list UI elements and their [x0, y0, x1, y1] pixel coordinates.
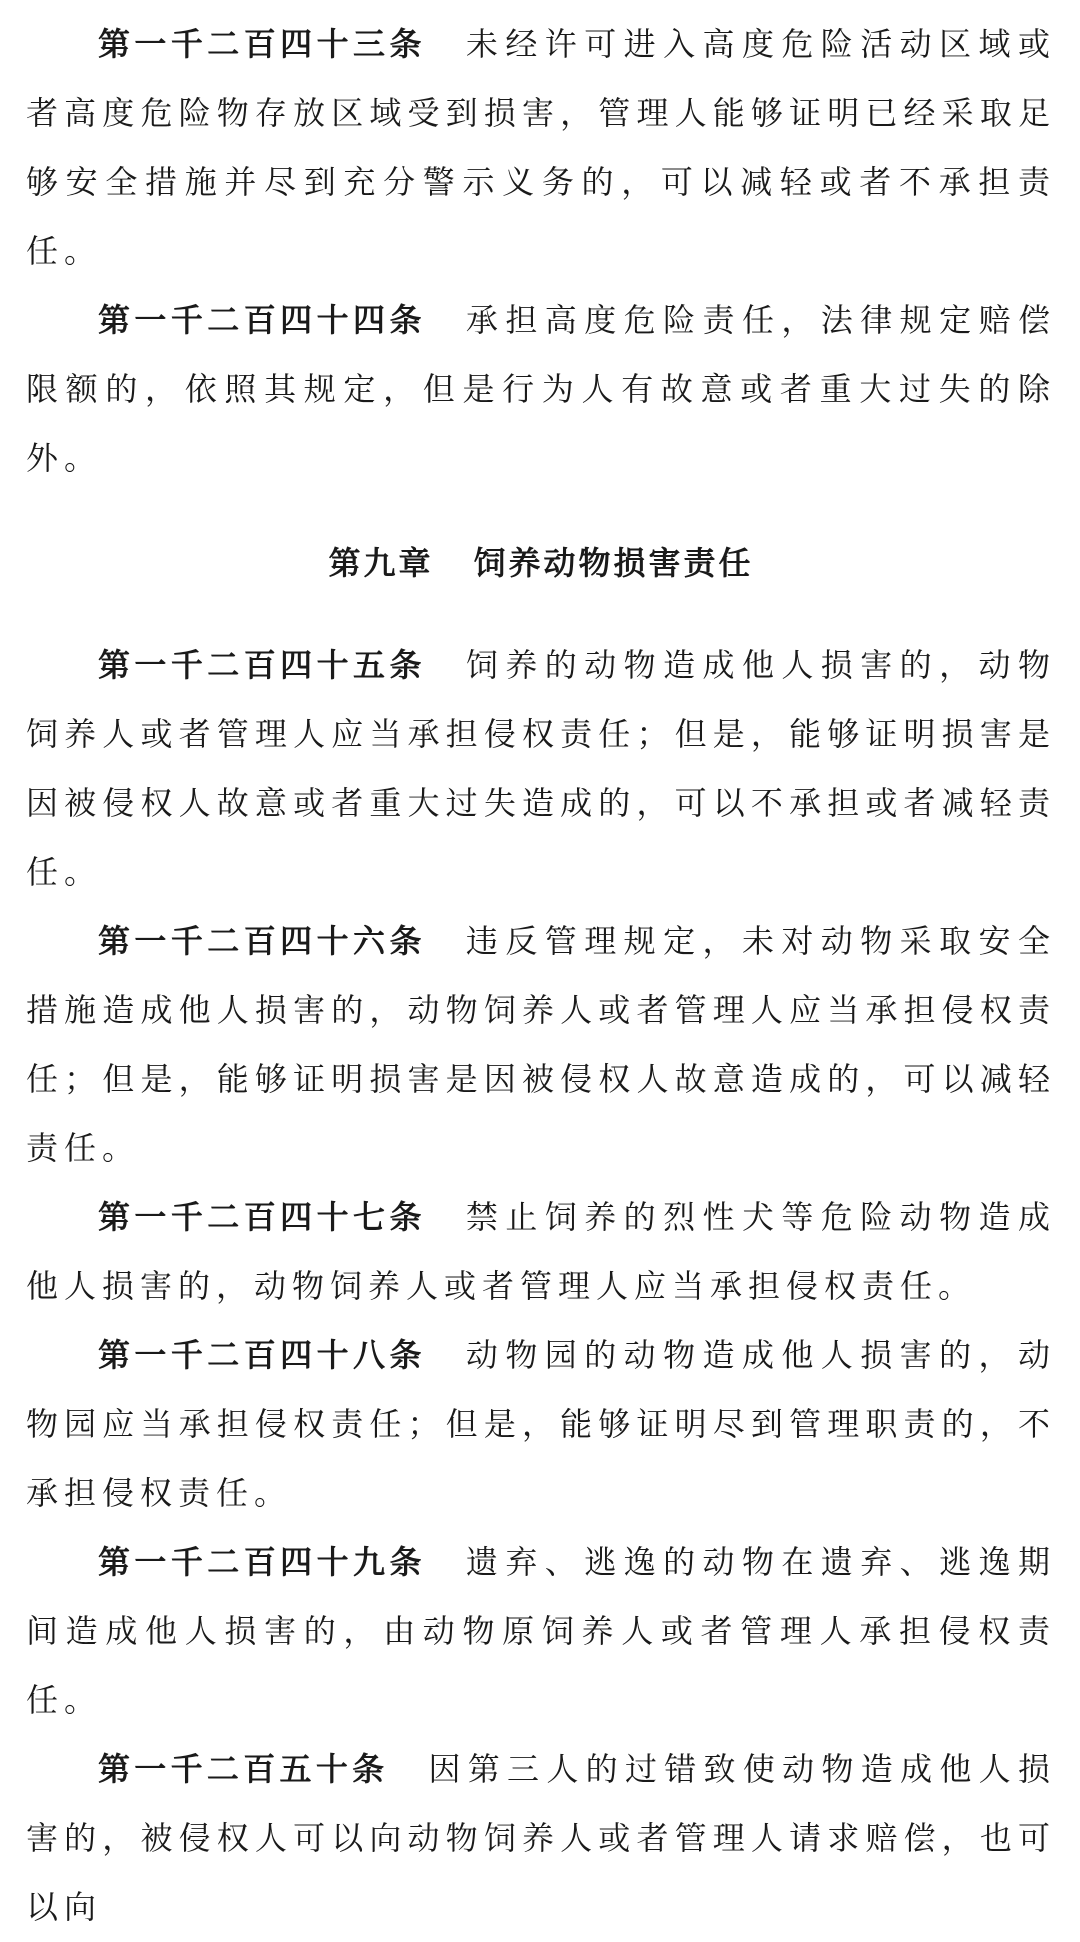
article-1249 — [26, 1528, 1056, 1735]
document-page — [26, 10, 1056, 1942]
article-number: 第一千二百五十条 — [98, 1750, 389, 1788]
article-text: 因第三人的过错致使动物造成他人损害的，被侵权人可以向动物饲养人或者管理人请求赔偿，也可以向 — [26, 1750, 1056, 1926]
article-text: 遗弃、逃逸的动物在遗弃、逃逸期间造成他人损害的，由动物原饲养人或者管理人承担侵权责任。 — [26, 1543, 1056, 1719]
article-number: 第一千二百四十四条 — [98, 301, 426, 339]
article-1250 — [26, 1735, 1056, 1942]
article-text: 饲养的动物造成他人损害的，动物饲养人或者管理人应当承担侵权责任；但是，能够证明损害是因被侵权人故意或者重大过失造成的，可以不承担或者减轻责任。 — [26, 646, 1056, 891]
article-text: 承担高度危险责任，法律规定赔偿限额的，依照其规定，但是行为人有故意或者重大过失的除外。 — [26, 301, 1056, 477]
article-1244 — [26, 286, 1056, 493]
article-text: 违反管理规定，未对动物采取安全措施造成他人损害的，动物饲养人或者管理人应当承担侵权责任；但是，能够证明损害是因被侵权人故意造成的，可以减轻责任。 — [26, 922, 1056, 1167]
article-1248 — [26, 1321, 1056, 1528]
chapter-heading — [26, 527, 1056, 599]
article-1246 — [26, 907, 1056, 1183]
article-number: 第一千二百四十九条 — [98, 1543, 426, 1581]
article-number: 第一千二百四十三条 — [98, 25, 426, 63]
article-number: 第一千二百四十六条 — [98, 922, 426, 960]
article-1243 — [26, 10, 1056, 286]
article-text: 动物园的动物造成他人损害的，动物园应当承担侵权责任；但是，能够证明尽到管理职责的，不承担侵权责任。 — [26, 1336, 1056, 1512]
article-text: 未经许可进入高度危险活动区域或者高度危险物存放区域受到损害，管理人能够证明已经采取足够安全措施并尽到充分警示义务的，可以减轻或者不承担责任。 — [26, 25, 1056, 270]
article-1245 — [26, 631, 1056, 907]
chapter-number: 第九章 — [328, 544, 434, 582]
article-1247 — [26, 1183, 1056, 1321]
article-number: 第一千二百四十八条 — [98, 1336, 426, 1374]
chapter-title: 饲养动物损害责任 — [473, 544, 754, 582]
article-number: 第一千二百四十七条 — [98, 1198, 426, 1236]
article-text: 禁止饲养的烈性犬等危险动物造成他人损害的，动物饲养人或者管理人应当承担侵权责任。 — [26, 1198, 1056, 1305]
article-number: 第一千二百四十五条 — [98, 646, 426, 684]
